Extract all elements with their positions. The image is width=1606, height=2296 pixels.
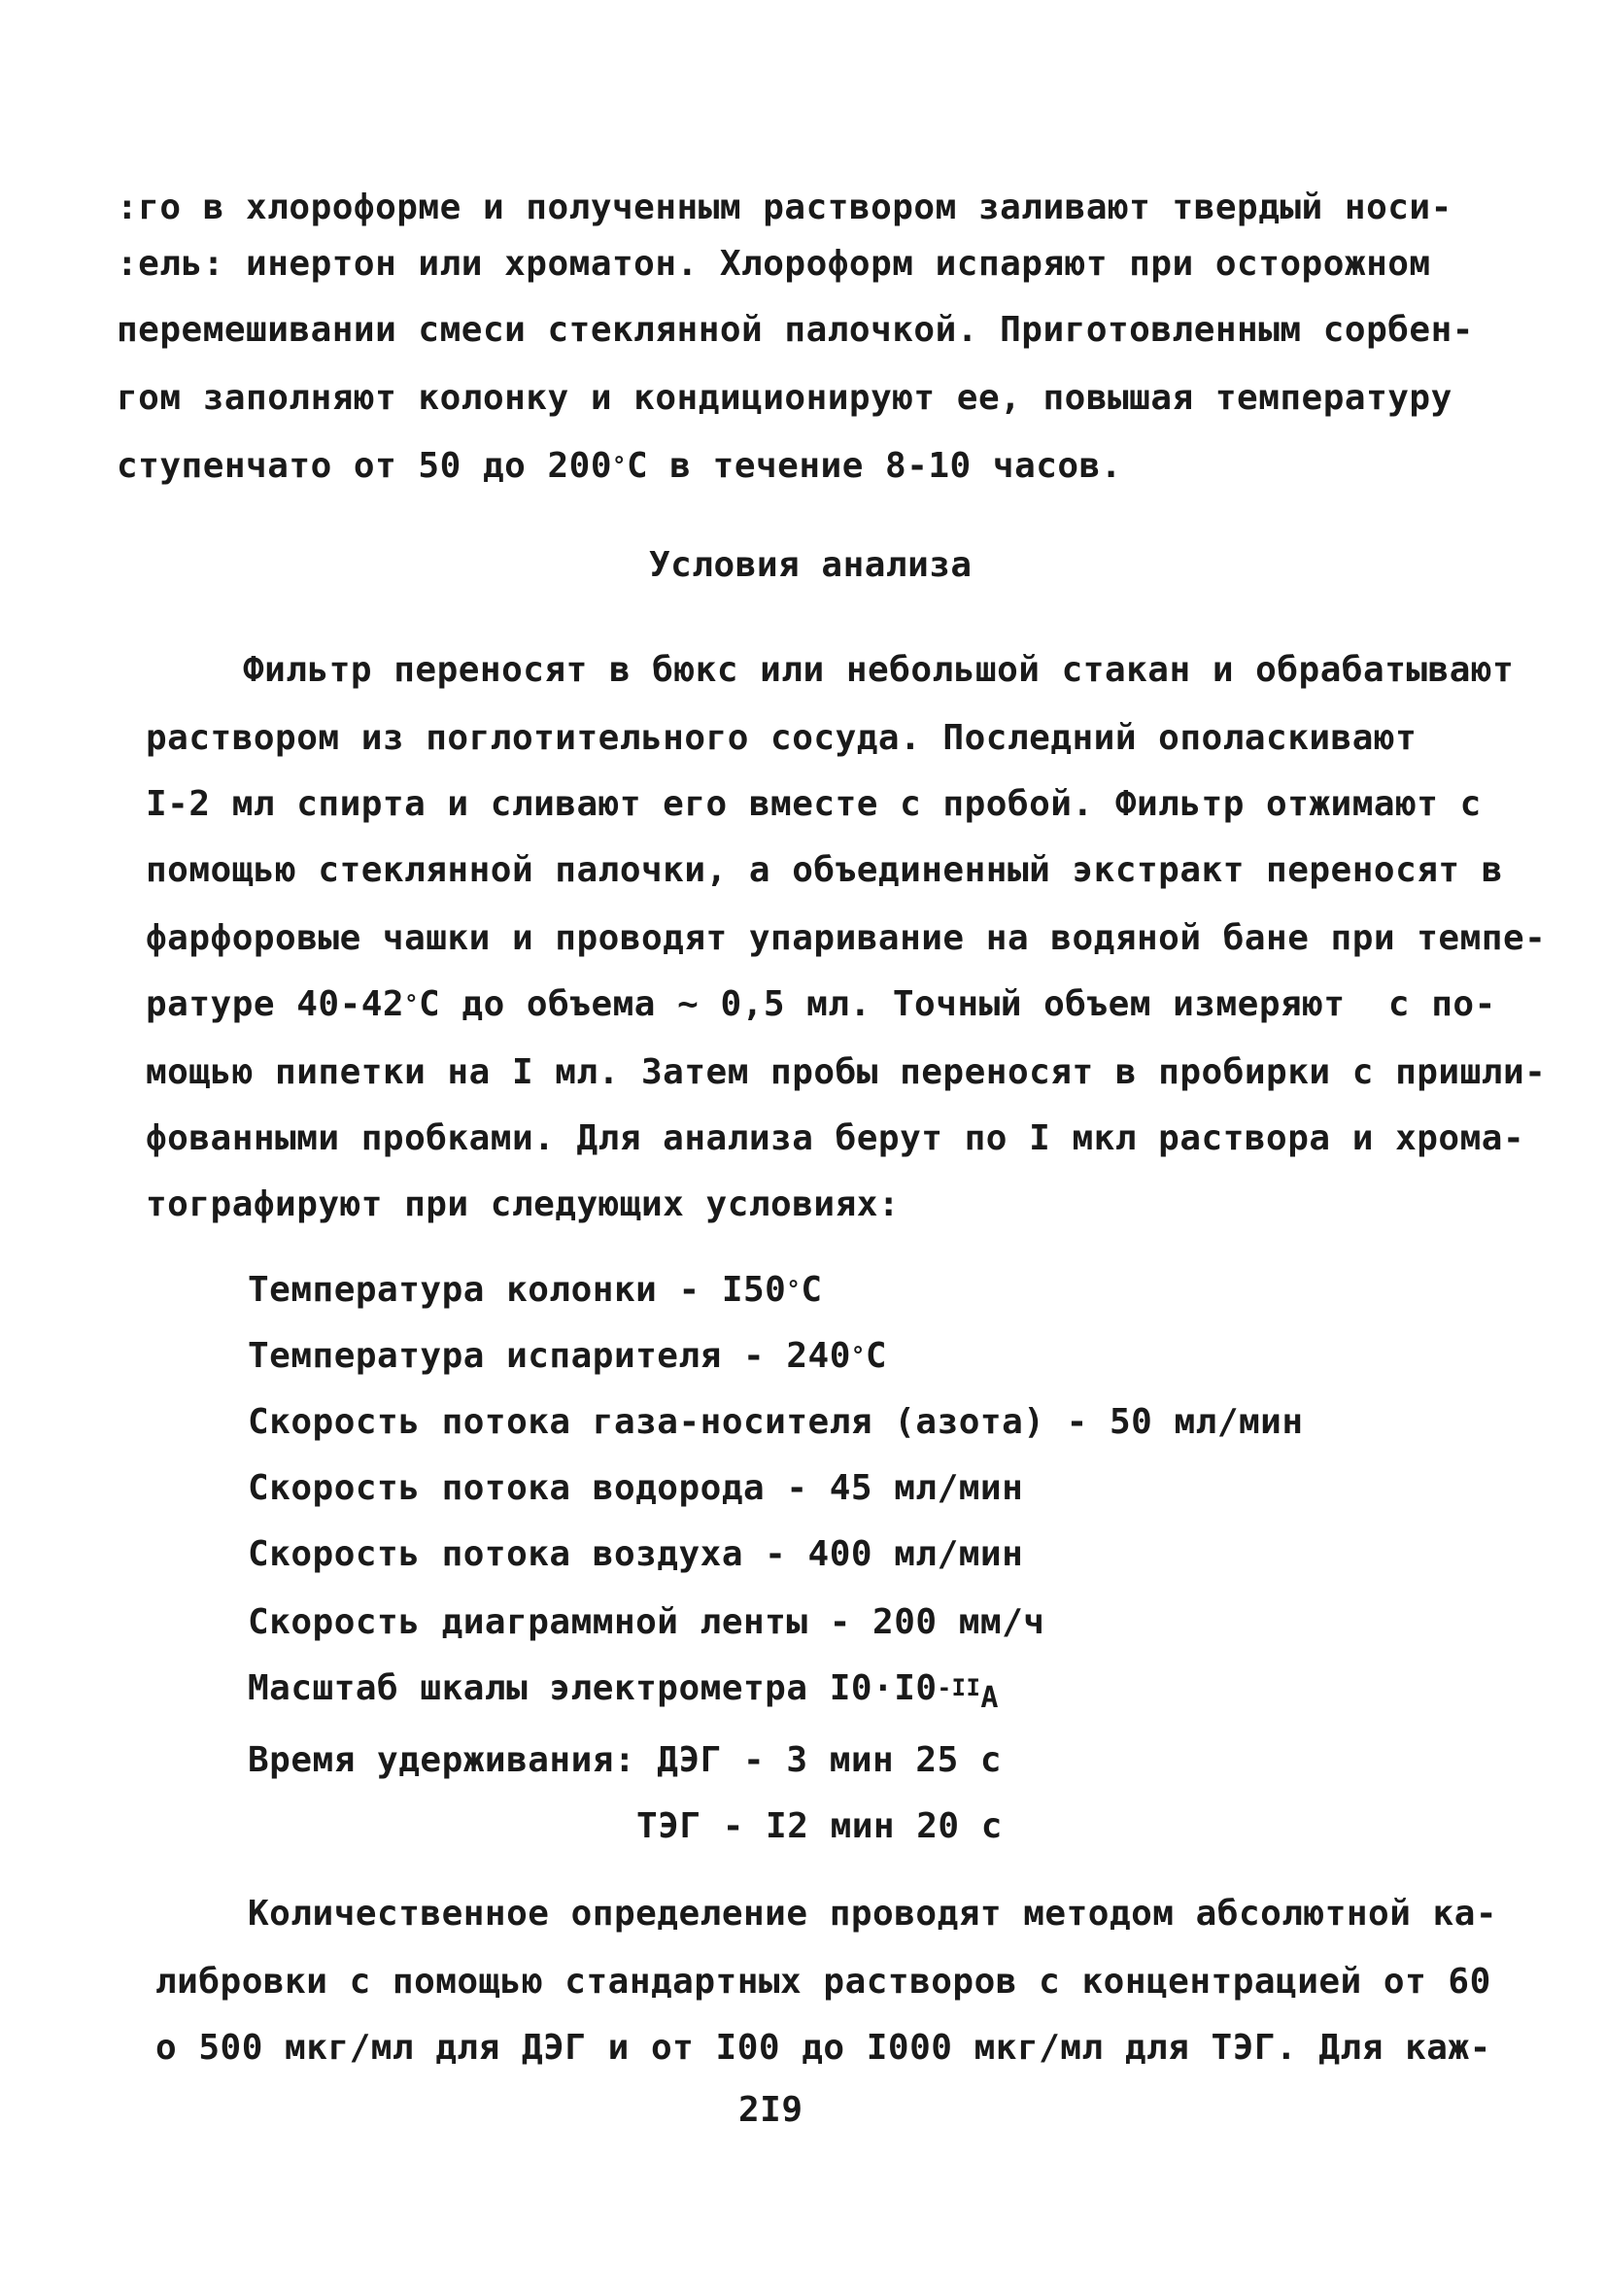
condition-evaporator-temp xyxy=(248,1335,887,1381)
degree-sign: ° xyxy=(404,990,420,1017)
condition-unit: А xyxy=(980,1681,999,1715)
condition-text: Масштаб шкалы электрометра I0·I0 xyxy=(248,1668,938,1708)
condition-electrometer-scale xyxy=(248,1667,999,1713)
paragraph1-line-4: гом заполняют колонку и кондиционируют ее, повышая температуру xyxy=(117,378,1452,418)
paragraph3-line-2: либровки с помощью стандартных растворов с концентрацией от 60 xyxy=(155,1962,1491,2002)
condition-unit: С xyxy=(801,1270,823,1310)
paragraph2-line-4: помощью стеклянной палочки, а объединенный экстракт переносят в xyxy=(146,850,1503,890)
paragraph2-line-9: тографируют при следующих условиях: xyxy=(146,1184,901,1224)
degree-sign: ° xyxy=(786,1276,802,1303)
paragraph3-line-1: Количественное определение проводят методом абсолютной ка- xyxy=(248,1894,1498,1934)
paragraph2-line-7: мощью пипетки на I мл. Затем пробы переносят в пробирки с пришли- xyxy=(146,1052,1547,1092)
paragraph1-line-2: :ель: инертон или хроматон. Хлороформ испаряют при осторожном xyxy=(117,244,1431,284)
paragraph1-line-5 xyxy=(117,445,1122,491)
paragraph1-line-5-text: ступенчато от 50 до 200 xyxy=(117,446,612,486)
paragraph2-line-2: растворoм из поглотительного сосуда. Последний ополаскивают xyxy=(146,718,1418,758)
condition-unit: С xyxy=(865,1336,888,1376)
condition-column-temp xyxy=(248,1269,823,1315)
condition-air-flow: Скорость потока воздуха - 400 мл/мин xyxy=(248,1534,1024,1574)
paragraph1-line-1: :го в хлороформе и полученным раствором заливают твердый носи- xyxy=(117,188,1452,227)
condition-text: Температура колонки - I50 xyxy=(248,1270,787,1310)
page-number: 2I9 xyxy=(738,2090,803,2130)
condition-retention-deg: Время удерживания: ДЭГ - 3 мин 25 с xyxy=(248,1740,1003,1780)
degree-sign: ° xyxy=(612,452,627,479)
paragraph1-line-3: перемешивании смеси стеклянной палочкой. Приготовленным сорбен- xyxy=(117,310,1474,350)
condition-retention-teg: ТЭГ - I2 мин 20 с xyxy=(636,1806,1003,1846)
paragraph2-line-1: Фильтр переносят в бюкс или небольшой стакан и обрабатывают xyxy=(243,650,1515,690)
condition-chart-speed: Скорость диаграммной ленты - 200 мм/ч xyxy=(248,1602,1045,1642)
exponent: -II xyxy=(937,1674,981,1701)
paragraph2-line-8: фованными пробками. Для анализа берут по I мкл раствора и хрома- xyxy=(146,1118,1525,1158)
degree-sign: ° xyxy=(850,1342,866,1369)
paragraph2-line-6-tail: С до объема ~ 0,5 мл. Точный объем измеряют с по- xyxy=(419,984,1496,1024)
paragraph2-line-5: фарфоровые чашки и проводят упаривание на водяной бане при темпе- xyxy=(146,918,1547,958)
paragraph3-line-3: о 500 мкг/мл для ДЭГ и от I00 до I000 мкг/мл для ТЭГ. Для каж- xyxy=(155,2028,1491,2068)
paragraph2-line-6 xyxy=(146,983,1496,1029)
section-heading: Условия анализа xyxy=(649,545,973,585)
condition-hydrogen-flow: Скорость потока водорода - 45 мл/мин xyxy=(248,1468,1024,1508)
condition-text: Температура испарителя - 240 xyxy=(248,1336,851,1376)
paragraph2-line-6-text: ратуре 40-42 xyxy=(146,984,405,1024)
paragraph1-line-5-tail: С в течение 8-10 часов. xyxy=(626,446,1122,486)
condition-carrier-gas-flow: Скорость потока газа-носителя (азота) - 50 мл/мин xyxy=(248,1402,1304,1442)
paragraph2-line-3: I-2 мл спирта и сливают его вместе с пробой. Фильтр отжимают с xyxy=(146,784,1482,824)
